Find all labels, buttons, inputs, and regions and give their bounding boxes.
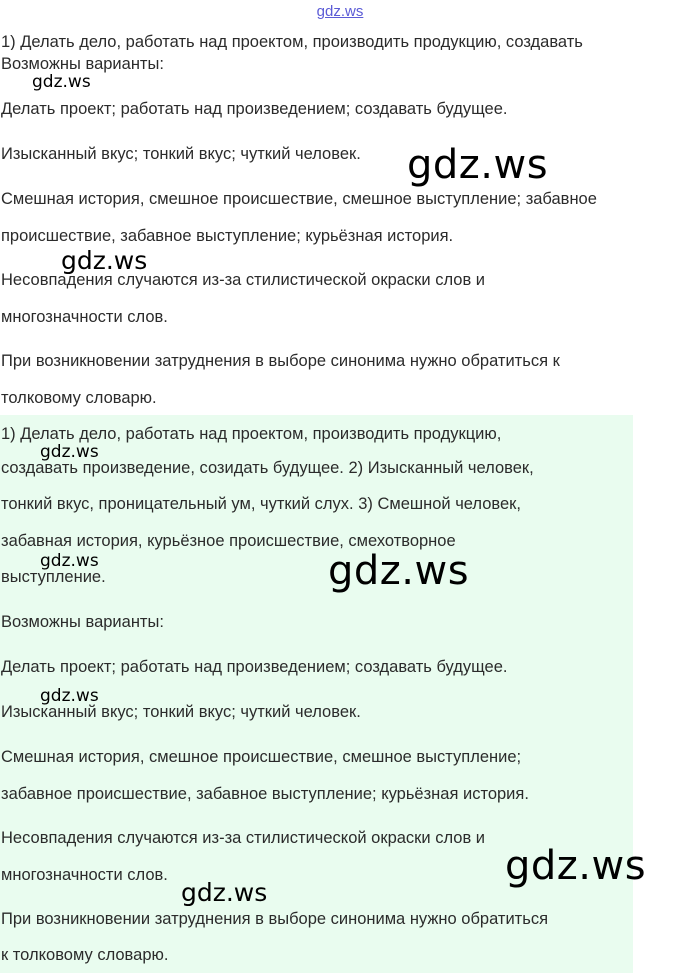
text-line: Несовпадения случаются из-за стилистической окраски слов и [1, 271, 486, 289]
watermark: gdz.ws [181, 878, 268, 907]
text-line: толковому словарю. [1, 389, 157, 407]
site-link[interactable]: gdz.ws [316, 3, 364, 20]
answer-line: создавать произведение, созидать будущее. 2) Изысканный человек, [1, 459, 534, 477]
watermark: gdz.ws [407, 142, 549, 188]
text-line: Смешная история, смешное происшествие, смешное выступление; забавное [1, 190, 597, 208]
variants-intro: Возможны варианты: [1, 55, 164, 73]
answer-line: Несовпадения случаются из-за стилистической окраски слов и [1, 829, 486, 847]
text-line: Делать проект; работать над произведением; создавать будущее. [1, 100, 508, 118]
watermark: gdz.ws [505, 843, 647, 889]
watermark: gdz.ws [32, 72, 91, 92]
answer-line: забавная история, курьёзное происшествие, смехотворное [1, 532, 456, 550]
cut-line: 1) Делать дело, работать над проектом, производить продукцию, создавать [1, 33, 583, 50]
answer-line: 1) Делать дело, работать над проектом, производить продукцию, [1, 425, 502, 443]
text-line: многозначности слов. [1, 308, 168, 326]
text-line: Изысканный вкус; тонкий вкус; чуткий человек. [1, 145, 361, 163]
answer-line: многозначности слов. [1, 866, 168, 884]
answer-line: Делать проект; работать над произведением; создавать будущее. [1, 658, 508, 676]
answer-line: Возможны варианты: [1, 613, 164, 631]
answer-line: Смешная история, смешное происшествие, смешное выступление; [1, 748, 522, 766]
watermark: gdz.ws [40, 686, 99, 706]
answer-line: выступление. [1, 568, 106, 586]
answer-line: При возникновении затруднения в выборе синонима нужно обратиться [1, 910, 549, 928]
answer-line: забавное происшествие, забавное выступление; курьёзная история. [1, 785, 529, 803]
watermark: gdz.ws [40, 551, 99, 571]
answer-line: тонкий вкус, проницательный ум, чуткий слух. 3) Смешной человек, [1, 495, 521, 513]
text-line: происшествие, забавное выступление; курьёзная история. [1, 227, 454, 245]
text-line: При возникновении затруднения в выборе синонима нужно обратиться к [1, 352, 560, 370]
watermark: gdz.ws [61, 246, 148, 275]
answer-line: к толковому словарю. [1, 946, 169, 964]
cut-line-clip [0, 0, 680, 50]
watermark: gdz.ws [40, 442, 99, 462]
answer-line: Изысканный вкус; тонкий вкус; чуткий человек. [1, 703, 361, 721]
watermark: gdz.ws [328, 548, 470, 594]
